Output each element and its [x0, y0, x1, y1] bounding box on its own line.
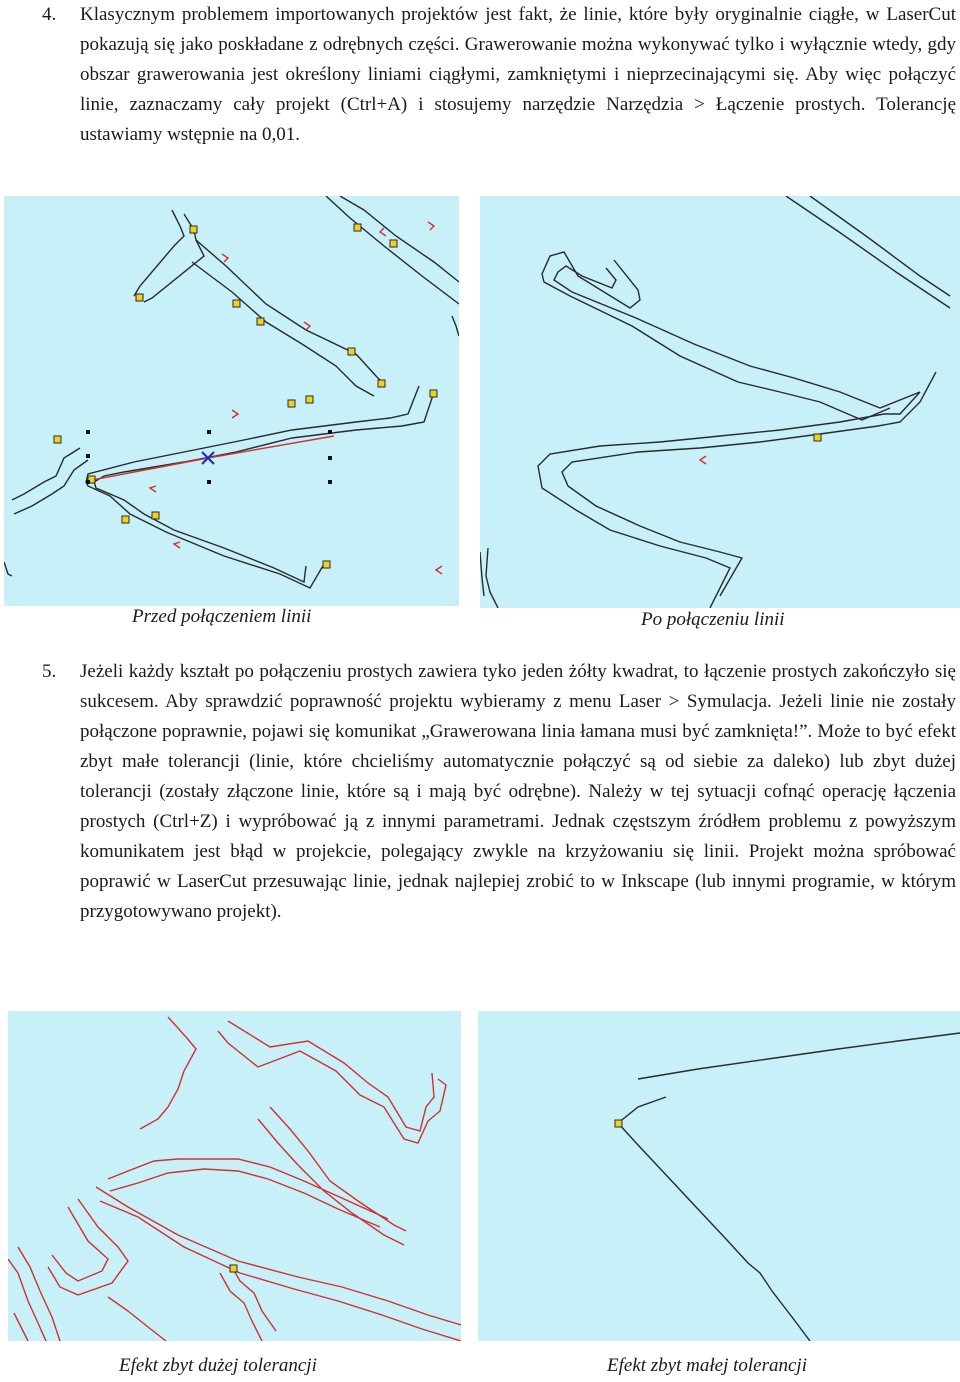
step-number-4: 4. [42, 4, 57, 25]
paragraph-step-4 [42, 0, 956, 150]
screenshot-too-small-tolerance [478, 1011, 960, 1341]
step-5-text: Jeżeli każdy kształt po połączeniu prostych zawiera tyko jeden żółty kwadrat, to łączenie prostych zakończyło się sukcesem. Aby sprawdzić poprawność projektu wybieramy z menu Laser > Symulacja. Jeżeli linie nie zostały połączone poprawnie, pojawi się komunikat „Grawerowana linia łamana musi być zamknięta!”. Może to być efekt zbyt małe tolerancji (linie, które chcieliśmy automatycznie połączyć są od siebie za daleko) lub zbyt dużej tolerancji (zostały złączone linie, które są i mają być odrębne). Należy w tej sytuacji cofnąć operację łączenia prostych (Ctrl+Z) i wypróbować ją z innymi parametrami. Jednak częstszym źródłem problemu z powyższym komunikatem jest błąd w projekcie, polegający zwykle na krzyżowaniu się linii. Projekt można spróbować poprawić w LaserCut przesuwając linie, jednak najlepiej zrobić to w Inkscape (lub innymi programie, w którym przygotowywano projekt). [80, 661, 956, 922]
caption-before-joining: Przed połączeniem linii [132, 606, 312, 627]
caption-too-large-tolerance: Efekt zbyt dużej tolerancji [119, 1355, 317, 1376]
step-number-5: 5. [42, 661, 57, 682]
paragraph-step-5 [42, 657, 956, 927]
caption-after-joining: Po połączeniu linii [641, 609, 785, 630]
screenshot-before-joining [4, 196, 459, 606]
step-4-text: Klasycznym problemem importowanych projektów jest fakt, że linie, które były oryginalnie ciągłe, w LaserCut pokazują się jako poskładane z odrębnych części. Grawerowanie można wykonywać tylko i wyłącznie wtedy, gdy obszar grawerowania jest określony liniami ciągłymi, zamkniętymi i nieprzecinającymi się. Aby więc połączyć linie, zaznaczamy cały projekt (Ctrl+A) i stosujemy narzędzie Narzędzia > Łączenie prostych. Tolerancję ustawiamy wstępnie na 0,01. [80, 4, 956, 145]
caption-too-small-tolerance: Efekt zbyt małej tolerancji [607, 1355, 807, 1376]
screenshot-too-large-tolerance [8, 1011, 461, 1341]
screenshot-after-joining [480, 196, 960, 608]
